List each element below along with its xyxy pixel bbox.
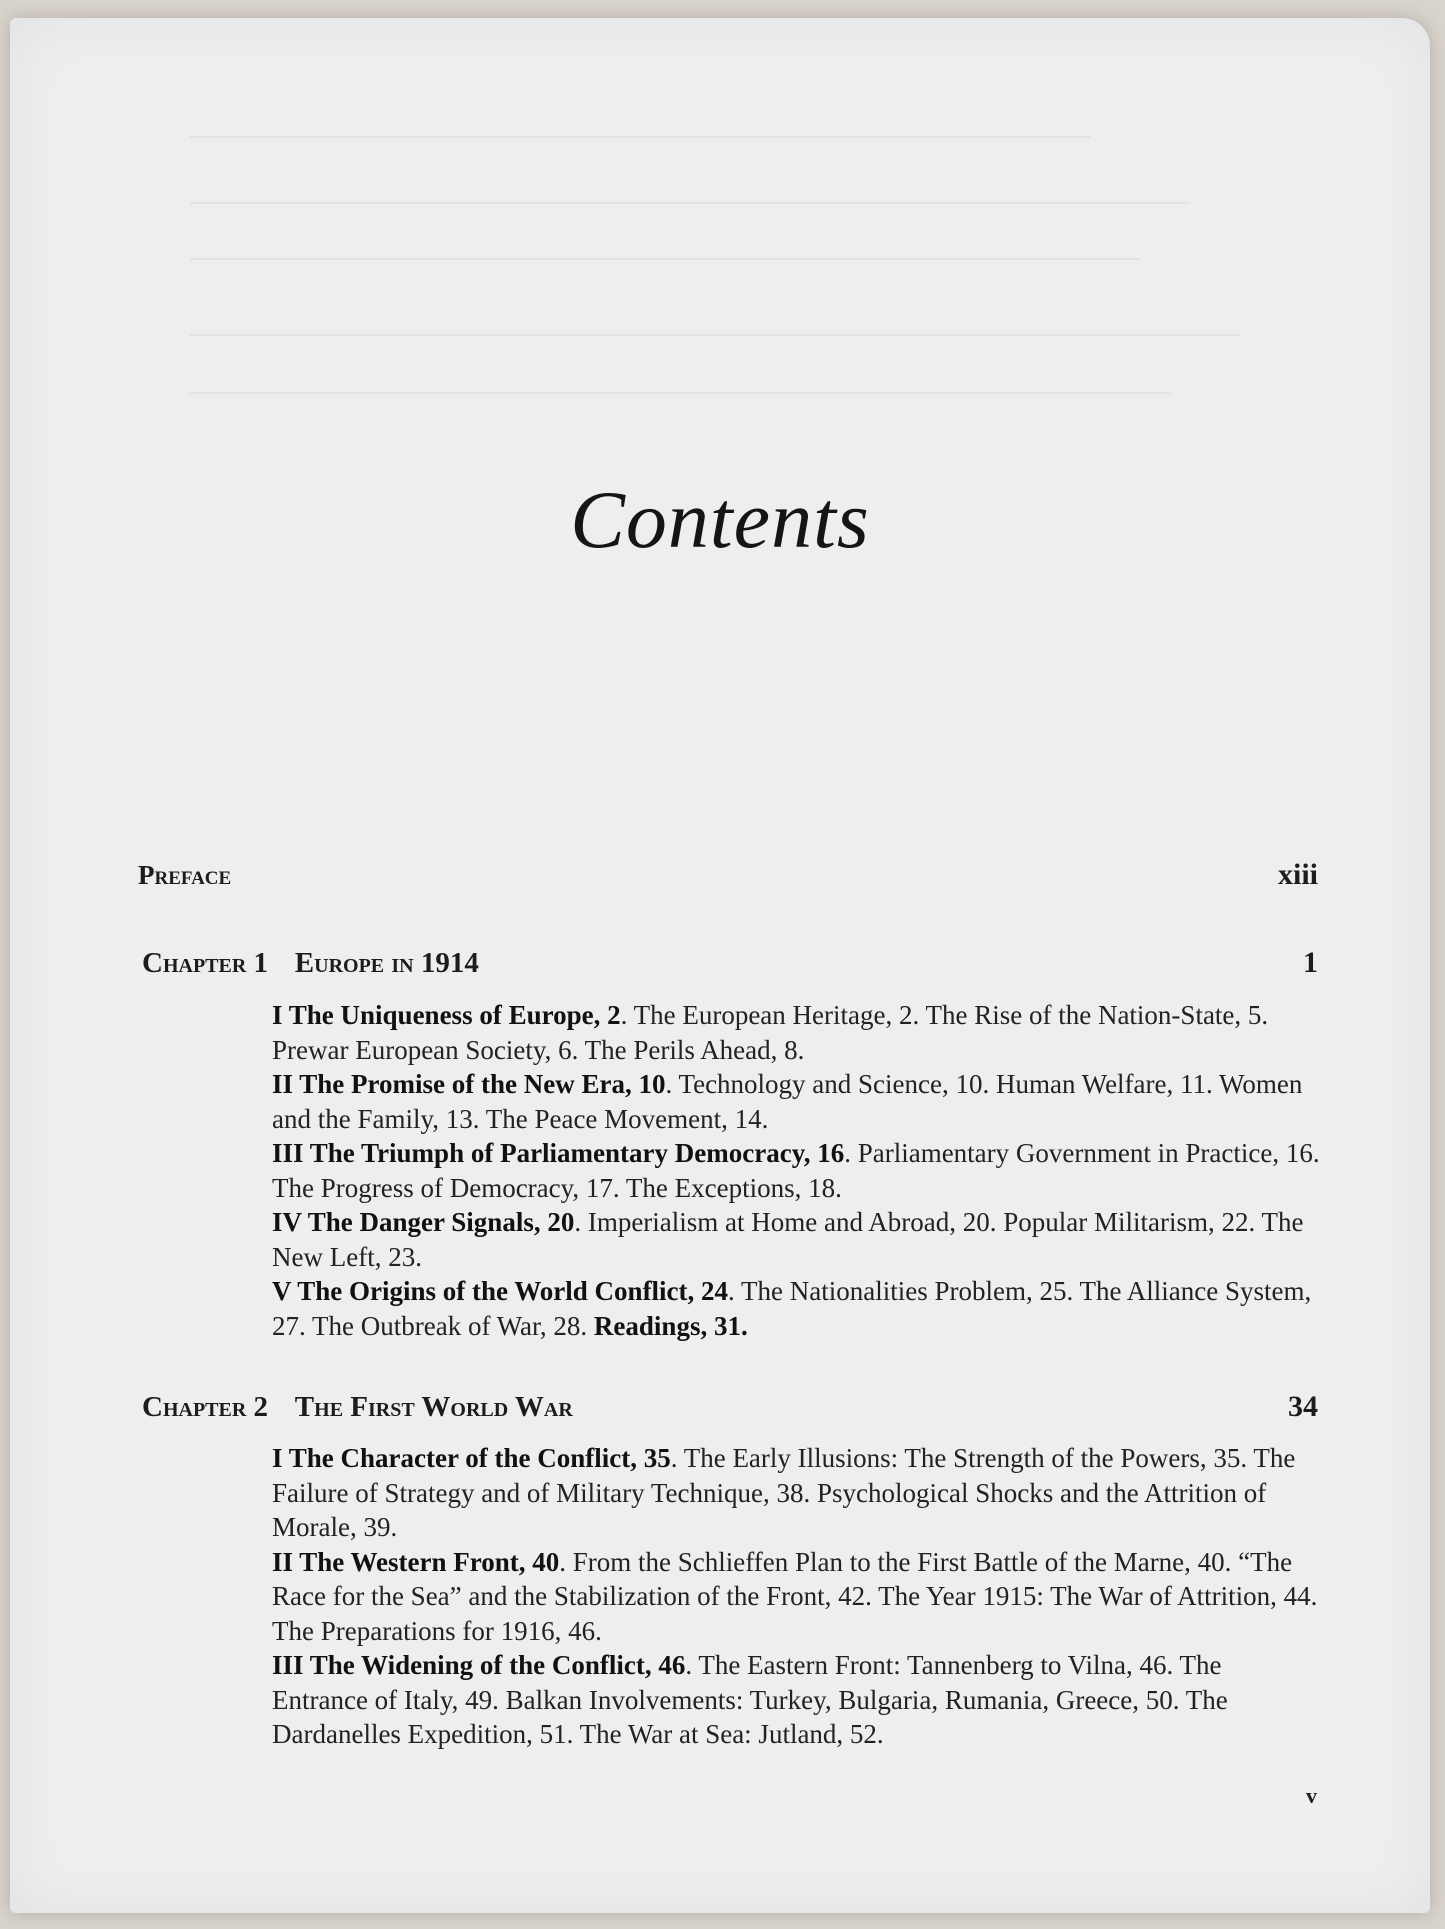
readings-reference: Readings, 31. <box>593 1310 748 1341</box>
section-text: . From the Schlieffen Plan to the First Battle of the Marne, 40. “The Race for the Sea” and the Stabilization of the Front, 42. The Year 1915: The War of Attrition, 44. The Preparations for 1916, 46. <box>272 1546 1318 1646</box>
section-entry <box>272 1136 1322 1205</box>
section-entry <box>272 1067 1322 1136</box>
section-text: . The Nationalities Problem, 25. The Alliance System, 27. The Outbreak of War, 28. <box>272 1276 1312 1341</box>
preface-label-text: Preface <box>138 860 232 890</box>
section-entry <box>272 998 1322 1067</box>
chapter-1-page: 1 <box>1303 946 1318 979</box>
section-text: . Imperialism at Home and Abroad, 20. Popular Militarism, 22. The New Left, 23. <box>272 1207 1304 1272</box>
section-title: IV The Danger Signals, 20 <box>272 1207 575 1237</box>
page-number: v <box>1306 1783 1317 1808</box>
section-text: . The European Heritage, 2. The Rise of the Nation-State, 5. Prewar European Society, 6. The Perils Ahead, 8. <box>272 1000 1269 1065</box>
section-text: . The Early Illusions: The Strength of the Powers, 35. The Failure of Strategy and of Military Technique, 38. Psychological Shocks and the Attrition of Morale, 39. <box>272 1443 1296 1542</box>
chapter-2-title: The First World War <box>294 1391 573 1423</box>
book-page <box>10 18 1430 1913</box>
section-title: II The Promise of the New Era, 10 <box>272 1069 666 1099</box>
preface-label <box>138 860 231 891</box>
section-title: II The Western Front, 40 <box>272 1546 560 1577</box>
toc-chapter-1 <box>138 946 1318 980</box>
section-entry <box>272 1274 1322 1343</box>
section-title: III The Widening of the Conflict, 46 <box>272 1650 686 1680</box>
chapter-1-number: Chapter 1 <box>142 947 269 979</box>
section-text: . Technology and Science, 10. Human Welfare, 11. Women and the Family, 13. The Peace Movement, 14. <box>272 1069 1303 1134</box>
preface-page: xiii <box>1277 858 1318 891</box>
section-entry <box>272 1545 1322 1649</box>
chapter-2-number: Chapter 2 <box>142 1391 269 1423</box>
chapter-1-title: Europe in 1914 <box>294 947 479 979</box>
section-title: V The Origins of the World Conflict, 24 <box>272 1276 729 1306</box>
section-entry <box>272 1648 1322 1752</box>
toc-chapter-2 <box>138 1390 1318 1424</box>
page-title: Contents <box>570 474 870 565</box>
section-title: I The Character of the Conflict, 35 <box>272 1443 671 1473</box>
section-text: . Parliamentary Government in Practice, 16. The Progress of Democracy, 17. The Exceptions, 18. <box>272 1138 1320 1203</box>
chapter-1-sections <box>272 998 1322 1343</box>
section-title: III The Triumph of Parliamentary Democracy, 16 <box>272 1138 845 1168</box>
section-title: I The Uniqueness of Europe, 2 <box>272 1000 621 1030</box>
section-entry <box>272 1441 1322 1545</box>
chapter-2-page: 34 <box>1288 1390 1318 1423</box>
section-text: . The Eastern Front: Tannenberg to Vilna, 46. The Entrance of Italy, 49. Balkan Involvements: Turkey, Bulgaria, Rumania, Greece, 50. The Dardanelles Expedition, 51. The War at Sea: Jutland, 52. <box>272 1650 1228 1749</box>
show-through-text <box>190 118 1290 428</box>
chapter-2-sections <box>272 1441 1322 1752</box>
toc-preface <box>138 858 1318 892</box>
section-entry <box>272 1205 1322 1274</box>
